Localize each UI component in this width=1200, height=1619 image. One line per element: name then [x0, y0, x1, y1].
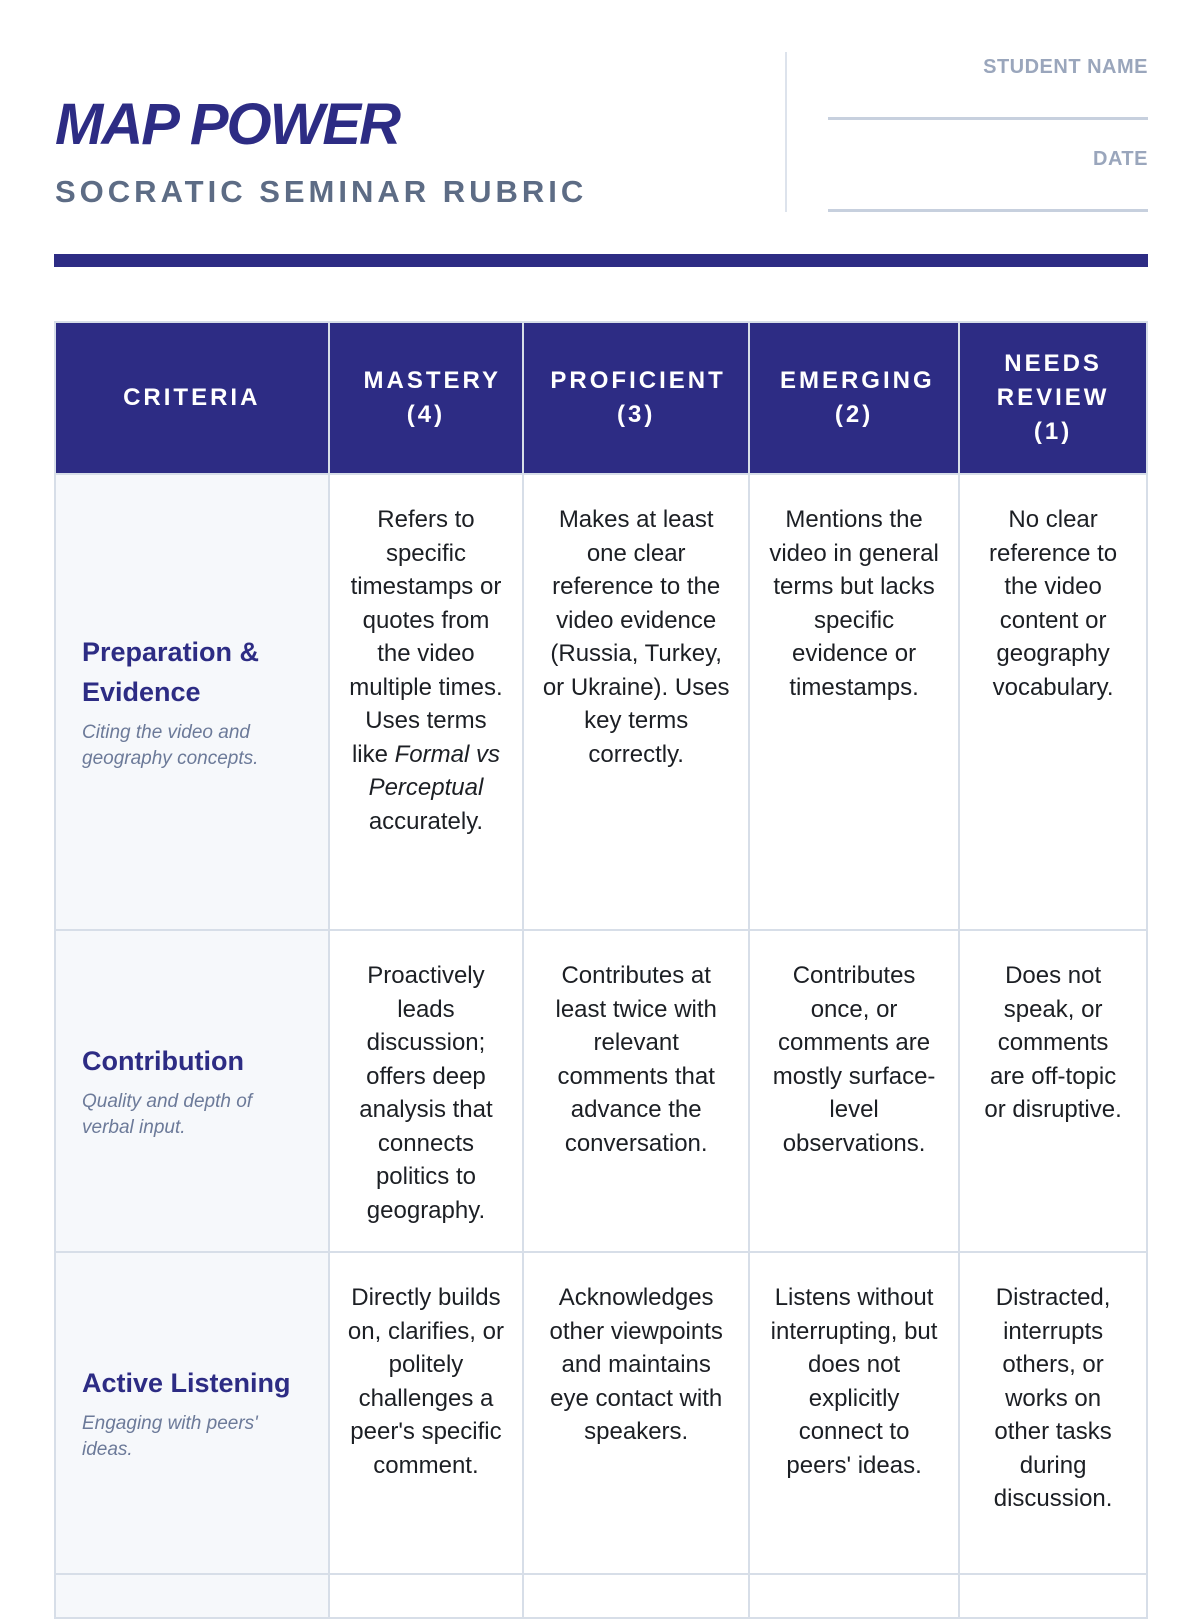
page-title: MAP POWER: [55, 92, 399, 157]
mastery-cell: Directly builds on, clarifies, or politely challenges a peer's specific comment.: [329, 1252, 524, 1574]
table-row: [55, 930, 1147, 1252]
emerging-cell: Mentions the video in general terms but lacks specific evidence or timestamps.: [749, 474, 959, 930]
column-header-criteria: CRITERIA: [55, 322, 329, 474]
column-header-mastery: MASTERY (4): [329, 322, 524, 474]
criteria-cell: [55, 1252, 329, 1574]
table-row: [55, 474, 1147, 930]
criteria-name: Contribution: [82, 1046, 244, 1076]
criteria-cell: [55, 930, 329, 1252]
proficient-cell: Acknowledges other viewpoints and maintains eye contact with speakers.: [523, 1252, 749, 1574]
mastery-cell: [329, 1574, 524, 1618]
needs-review-cell: Does not speak, or comments are off-topic or disruptive.: [959, 930, 1147, 1252]
criteria-cell: [55, 474, 329, 930]
needs-review-cell: No clear reference to the video content or geography vocabulary.: [959, 474, 1147, 930]
criteria-name: Preparation & Evidence: [82, 637, 260, 707]
mastery-text-end: accurately.: [368, 807, 484, 835]
criteria-description: Engaging with peers' ideas.: [82, 1413, 258, 1460]
table-row: [55, 1252, 1147, 1574]
needs-review-cell: Distracted, interrupts others, or works on other tasks during discussion.: [959, 1252, 1147, 1574]
criteria-description: Citing the video and geography concepts.: [82, 722, 259, 769]
proficient-cell: Contributes at least twice with relevant comments that advance the conversation.: [523, 930, 749, 1252]
emerging-cell: Contributes once, or comments are mostly surface-level observations.: [749, 930, 959, 1252]
emerging-cell: [749, 1574, 959, 1618]
page-subtitle: SOCRATIC SEMINAR RUBRIC: [55, 174, 588, 209]
column-header-needs-review: NEEDS REVIEW (1): [959, 322, 1147, 474]
proficient-cell: [523, 1574, 749, 1618]
column-header-proficient: PROFICIENT (3): [523, 322, 749, 474]
rubric-header-row: [55, 322, 1147, 474]
emerging-cell: Listens without interrupting, but does not explicitly connect to peers' ideas.: [749, 1252, 959, 1574]
criteria-name: Active Listening: [82, 1368, 291, 1398]
header-rule: [54, 254, 1148, 267]
header-divider: [785, 52, 787, 212]
date-label: DATE: [1093, 148, 1148, 170]
criteria-cell: [55, 1574, 329, 1618]
student-name-label: STUDENT NAME: [983, 56, 1148, 78]
student-name-line[interactable]: [828, 117, 1148, 120]
date-line[interactable]: [828, 209, 1148, 212]
date-field[interactable]: [828, 145, 1148, 215]
table-row-partial: [55, 1574, 1147, 1618]
mastery-cell: [329, 474, 524, 930]
column-header-emerging: EMERGING (2): [749, 322, 959, 474]
mastery-cell: Proactively leads discussion; offers deep analysis that connects politics to geography.: [329, 930, 524, 1252]
proficient-cell: Makes at least one clear reference to the video evidence (Russia, Turkey, or Ukraine). Uses key terms correctly.: [523, 474, 749, 930]
student-name-field[interactable]: [828, 50, 1148, 120]
rubric-table: [54, 321, 1148, 1619]
criteria-description: Quality and depth of verbal input.: [82, 1091, 253, 1138]
needs-review-cell: [959, 1574, 1147, 1618]
mastery-text: Refers to specific timestamps or quotes from the video multiple times. Uses terms like: [349, 506, 503, 768]
page-header: [55, 50, 1148, 220]
mastery-emphasis: Formal vs Perceptual: [368, 740, 500, 801]
